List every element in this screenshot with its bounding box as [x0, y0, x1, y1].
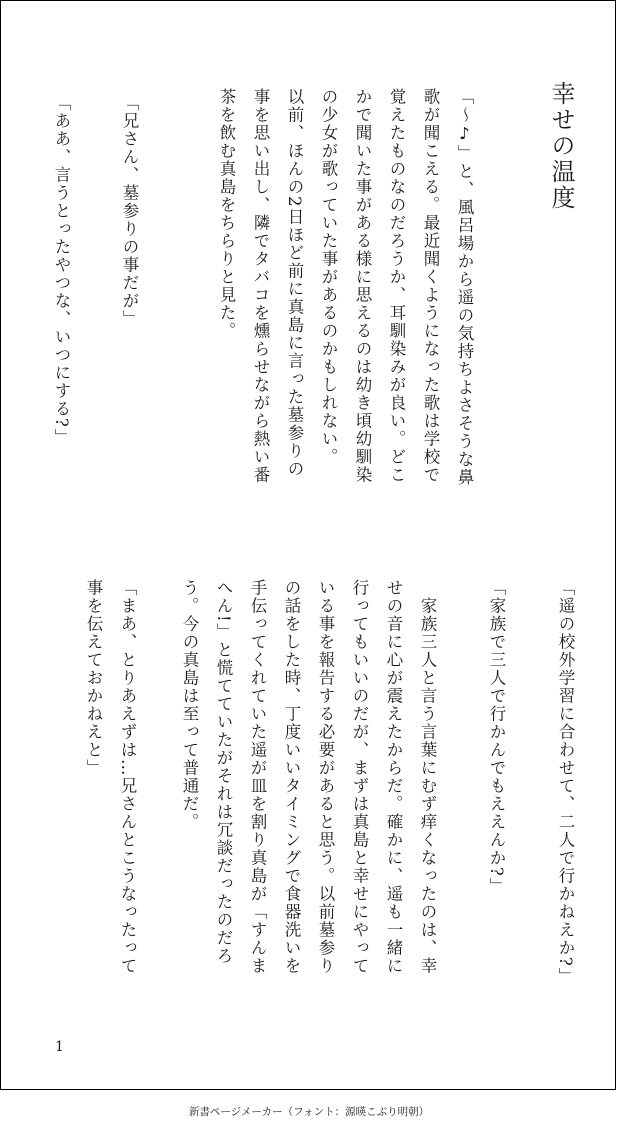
upper-column-4: かで聞いた事がある様に思えるのは幼き頃幼馴染 — [353, 88, 372, 484]
lower-column-1: 「遥の校外学習に合わせて、二人で行かねえか?」 — [556, 579, 575, 986]
upper-column-9: 「兄さん、墓参りの事だが」 — [120, 94, 139, 328]
lower-column-9: へん!」と慌てていたがそれは冗談だったのだろ — [214, 579, 233, 966]
upper-column-1: 「～♪」と、風呂場から遥の気持ちよさそうな鼻 — [455, 88, 474, 487]
lower-column-2: 「家族で三人で行かんでもええんか?」 — [487, 579, 506, 896]
lower-column-5: 行ってもいいのだが、まずは真島と幸せにやって — [350, 579, 369, 975]
lower-column-11: 「まあ、とりあえずは…兄さんとこうなったって — [118, 579, 137, 975]
lower-column-10: う。今の真島は至って普通だ。 — [180, 579, 199, 831]
story-title: 幸せの温度 — [547, 81, 575, 211]
upper-column-5: の少女が歌っていた事があるのかもしれない。 — [319, 88, 338, 466]
upper-column-6: 以前、ほんの2日ほど前に真島に言った墓参りの — [285, 88, 304, 478]
upper-column-8: 茶を飲む真島をちらりと見た。 — [217, 88, 236, 340]
lower-column-3: 家族三人と言う言葉にむず痒くなったのは、幸 — [418, 579, 437, 975]
upper-column-3: 覚えたものなのだろうか、耳馴染みが良い。どこ — [387, 88, 406, 484]
page-number: 1 — [55, 1039, 64, 1055]
lower-column-12: 事を伝えておかねえと」 — [84, 579, 103, 777]
lower-column-6: いる事を報告する必要があると思う。以前墓参り — [316, 579, 335, 975]
upper-column-2: 歌が聞こえる。最近聞くようになった歌は学校で — [421, 88, 440, 484]
upper-column-10: 「ああ、言うとったやつな、いつにする?」 — [52, 94, 71, 447]
footer-credit: 新書ページメーカー（フォント：源暎こぶり明朝） — [188, 1106, 430, 1118]
lower-column-8: 手伝ってくれていた遥が皿を割り真島が「すんま — [248, 579, 267, 975]
upper-column-7: 事を思い出し、隣でタバコを燻らせながら熱い番 — [251, 88, 270, 484]
lower-column-4: せの音に心が震えたからだ。確かに、遥も一緒に — [384, 579, 403, 975]
lower-column-7: の話をした時、丁度いいタイミングで食器洗いを — [282, 579, 301, 975]
